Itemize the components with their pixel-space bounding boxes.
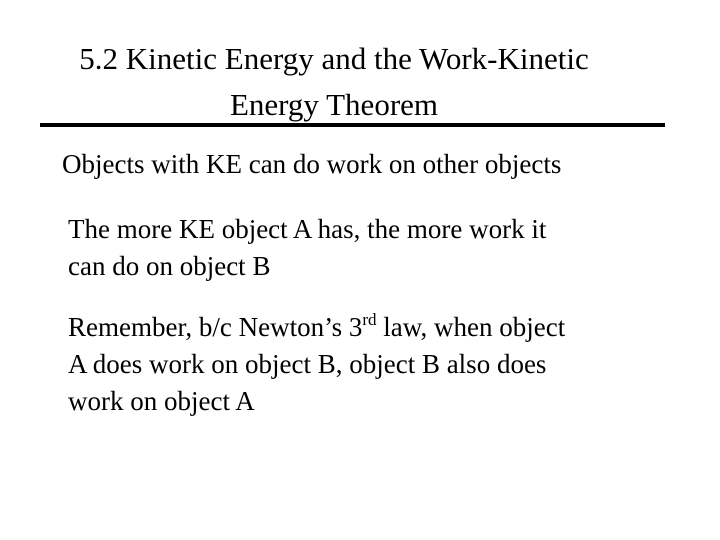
ordinal-superscript: rd xyxy=(362,310,377,329)
paragraph-ke-work-line-1: The more KE object A has, the more work it xyxy=(68,214,547,244)
slide-title-line-1: 5.2 Kinetic Energy and the Work-Kinetic xyxy=(79,41,589,76)
paragraph-newtons-third-law-line-3: work on object A xyxy=(68,386,255,416)
title-divider xyxy=(40,123,665,127)
slide-title xyxy=(24,36,644,128)
paragraph-ke-work-line-2: can do on object B xyxy=(68,251,271,281)
paragraph-newtons-third-law-line-1 xyxy=(68,309,688,346)
newtons-third-law-text-before: Remember, b/c Newton’s 3 xyxy=(68,312,363,342)
newtons-third-law-text-after: law, when object xyxy=(376,312,566,342)
paragraph-newtons-third-law-line-2: A does work on object B, object B also does xyxy=(68,349,547,379)
slide-title-line-2: Energy Theorem xyxy=(229,87,439,122)
paragraph-ke-work xyxy=(68,211,688,285)
paragraph-newtons-third-law xyxy=(68,309,688,420)
statement-text: Objects with KE can do work on other objects xyxy=(62,149,562,179)
